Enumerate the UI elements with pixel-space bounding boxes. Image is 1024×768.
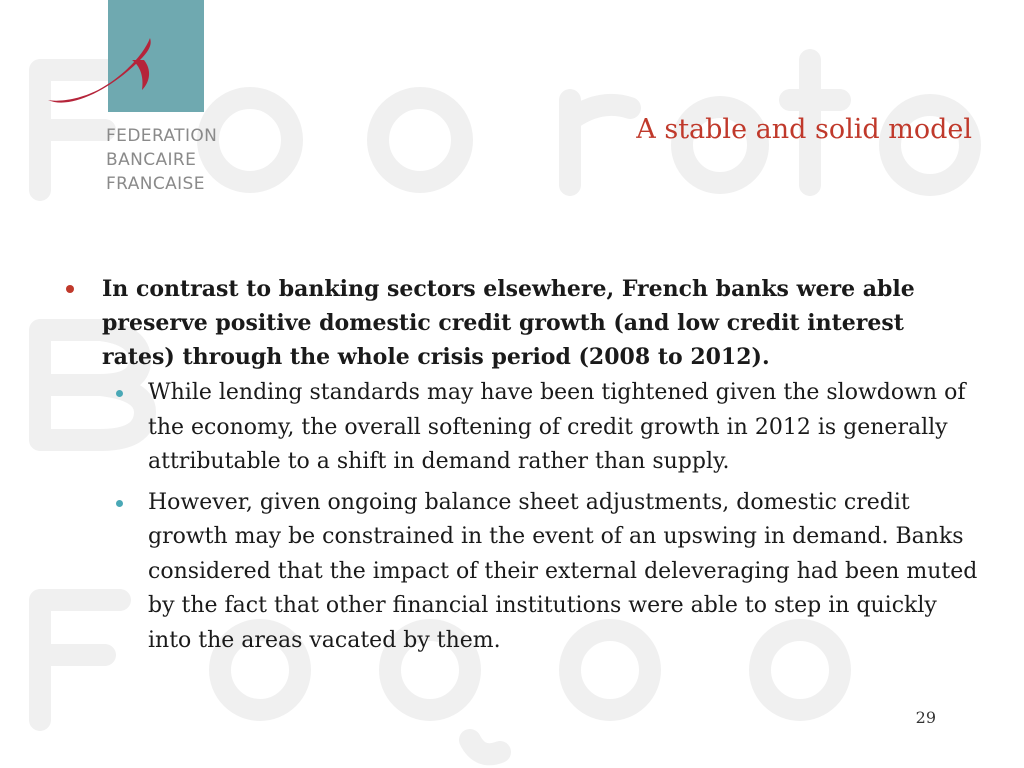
sub-bullet bbox=[144, 376, 980, 480]
slide-content bbox=[60, 272, 980, 664]
logo-wordmark bbox=[106, 124, 217, 196]
sub-bullet-text: While lending standards may have been tightened given the slowdown of the economy, the overall softening of credit growth in 2012 is generally attributable to a shift in demand rather than supply. bbox=[148, 380, 966, 474]
federation-bancaire-logo bbox=[40, 0, 270, 210]
logo-line-1: FEDERATION bbox=[106, 126, 218, 146]
main-bullet bbox=[60, 272, 980, 374]
logo-line-3: FRANCAISE bbox=[106, 174, 205, 194]
sub-bullet-dot-icon bbox=[116, 390, 123, 397]
sub-bullet-text: However, given ongoing balance sheet adjustments, domestic credit growth may be constrained in the event of an upswing in demand. Banks considered that the impact of their external deleveraging had been muted by the fact that other financial institutions were able to step in quickly into the areas vacated by them. bbox=[148, 489, 978, 653]
main-bullet-dot-icon bbox=[66, 285, 74, 293]
logo-swoosh-icon bbox=[40, 20, 180, 120]
logo-line-2: BANCAIRE bbox=[106, 150, 197, 170]
sub-bullet-list bbox=[60, 376, 980, 658]
sub-bullet-dot-icon bbox=[116, 500, 123, 507]
page-number: 29 bbox=[915, 708, 936, 727]
slide-title: A stable and solid model bbox=[636, 114, 972, 145]
main-bullet-text: In contrast to banking sectors elsewhere, French banks were able preserve positive domestic credit growth (and low credit interest rates) through the whole crisis period (2008 to 2012). bbox=[102, 276, 915, 370]
sub-bullet bbox=[144, 486, 980, 659]
